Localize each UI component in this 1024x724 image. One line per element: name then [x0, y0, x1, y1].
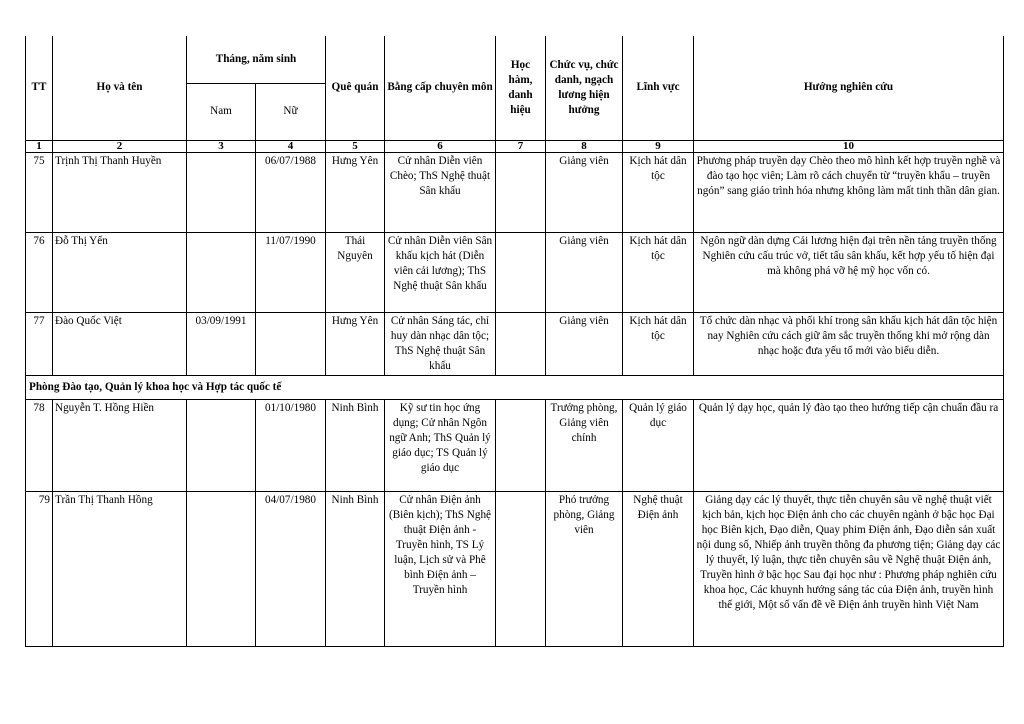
cell-male	[187, 232, 256, 312]
cell-research: Giảng dạy các lý thuyết, thực tiễn chuyên sâu về nghệ thuật viết kịch bản, kịch học Điện ảnh cho các chuyên ngành ở bậc học Đại học Biên kịch, Đạo diễn, Quay phim Điện ảnh, Đạo diễn sản xuất nội dung số, Nhiếp ảnh truyền thông đa phương tiện; Giảng dạy các lý thuyết, lý luận, thực tiễn chuyên sâu về Nghệ thuật Điện ảnh, Truyền hình ở bậc học Sau đại học như : Phương pháp nghiên cứu khoa học, Các khuynh hướng sáng tác của Điện ảnh, truyền hình thế giới, Một số vấn đề về Điện ảnh truyền hình Việt Nam	[694, 491, 1004, 646]
cell-hometown: Hưng Yên	[326, 152, 385, 232]
cell-male	[187, 491, 256, 646]
cell-name: Nguyễn T. Hồng Hiền	[53, 399, 187, 491]
cell-position: Phó trưởng phòng, Giảng viên	[546, 491, 623, 646]
cell-hometown: Thái Nguyên	[326, 232, 385, 312]
header-hometown: Quê quán	[326, 36, 385, 140]
column-number: 5	[326, 140, 385, 152]
table-row	[26, 312, 1004, 375]
cell-field: Nghệ thuật Điện ảnh	[623, 491, 694, 646]
table-body	[26, 152, 1004, 646]
column-number: 10	[694, 140, 1004, 152]
table-row	[26, 232, 1004, 312]
table-row	[26, 399, 1004, 491]
column-number: 6	[385, 140, 496, 152]
cell-tt: 78	[26, 399, 53, 491]
cell-research: Quản lý dạy học, quản lý đào tạo theo hướng tiếp cận chuẩn đầu ra	[694, 399, 1004, 491]
cell-research: Tổ chức dàn nhạc và phối khí trong sân khấu kịch hát dân tộc hiện nay Nghiên cứu cách giữ âm sắc truyền thống khi mở rộng dàn nhạc hoặc đưa yếu tố mới vào biểu diễn.	[694, 312, 1004, 375]
cell-tt: 79	[26, 491, 53, 646]
cell-female: 06/07/1988	[256, 152, 326, 232]
header-female: Nữ	[256, 83, 326, 140]
table-row	[26, 491, 1004, 646]
cell-field: Quản lý giáo dục	[623, 399, 694, 491]
staff-table-page	[25, 36, 1003, 647]
table-row	[26, 152, 1004, 232]
header-research: Hướng nghiên cứu	[694, 36, 1004, 140]
header-field: Lĩnh vực	[623, 36, 694, 140]
staff-table	[25, 36, 1004, 647]
cell-title	[496, 491, 546, 646]
cell-research: Phương pháp truyền dạy Chèo theo mô hình kết hợp truyền nghề và đào tạo học viên; Làm rõ cách chuyển từ “truyền khẩu – truyền ngón” sang giáo trình hóa nhưng không làm mất tinh thần dân gian.	[694, 152, 1004, 232]
cell-position: Giảng viên	[546, 312, 623, 375]
column-number: 1	[26, 140, 53, 152]
cell-field: Kịch hát dân tộc	[623, 312, 694, 375]
section-title: Phòng Đào tạo, Quản lý khoa học và Hợp tác quốc tế	[26, 375, 1004, 399]
cell-title	[496, 399, 546, 491]
column-number: 8	[546, 140, 623, 152]
cell-degree: Cử nhân Diễn viên Sân khấu kịch hát (Diễn viên cải lương); ThS Nghệ thuật Sân khấu	[385, 232, 496, 312]
cell-degree: Cử nhân Điện ảnh (Biên kịch); ThS Nghệ thuật Điện ảnh - Truyền hình, TS Lý luận, Lịch sử và Phê bình Điện ảnh – Truyền hình	[385, 491, 496, 646]
cell-position: Giảng viên	[546, 232, 623, 312]
column-number-row	[26, 140, 1004, 152]
cell-name: Trần Thị Thanh Hồng	[53, 491, 187, 646]
column-number: 3	[187, 140, 256, 152]
cell-name: Đào Quốc Việt	[53, 312, 187, 375]
cell-tt: 76	[26, 232, 53, 312]
cell-position: Giảng viên	[546, 152, 623, 232]
cell-male	[187, 152, 256, 232]
cell-female: 01/10/1980	[256, 399, 326, 491]
cell-field: Kịch hát dân tộc	[623, 232, 694, 312]
column-number: 4	[256, 140, 326, 152]
cell-title	[496, 152, 546, 232]
cell-female: 11/07/1990	[256, 232, 326, 312]
header-tt: TT	[26, 36, 53, 140]
header-dob: Tháng, năm sinh	[187, 36, 326, 83]
cell-title	[496, 232, 546, 312]
cell-male	[187, 399, 256, 491]
cell-degree: Cử nhân Sáng tác, chỉ huy dàn nhạc dân tộc; ThS Nghệ thuật Sân khấu	[385, 312, 496, 375]
header-degree: Bằng cấp chuyên môn	[385, 36, 496, 140]
cell-field: Kịch hát dân tộc	[623, 152, 694, 232]
header-title: Học hàm, danh hiệu	[496, 36, 546, 140]
cell-female	[256, 312, 326, 375]
cell-hometown: Hưng Yên	[326, 312, 385, 375]
cell-name: Đỗ Thị Yến	[53, 232, 187, 312]
cell-title	[496, 312, 546, 375]
cell-position: Trưởng phòng, Giảng viên chính	[546, 399, 623, 491]
column-number: 9	[623, 140, 694, 152]
cell-degree: Kỹ sư tin học ứng dụng; Cử nhân Ngôn ngữ Anh; ThS Quản lý giáo dục; TS Quản lý giáo dục	[385, 399, 496, 491]
header-male: Nam	[187, 83, 256, 140]
cell-hometown: Ninh Bình	[326, 399, 385, 491]
cell-hometown: Ninh Bình	[326, 491, 385, 646]
table-header	[26, 36, 1004, 152]
cell-female: 04/07/1980	[256, 491, 326, 646]
column-number: 7	[496, 140, 546, 152]
cell-name: Trịnh Thị Thanh Huyền	[53, 152, 187, 232]
column-number: 2	[53, 140, 187, 152]
cell-degree: Cử nhân Diễn viên Chèo; ThS Nghệ thuật Sân khấu	[385, 152, 496, 232]
cell-research: Ngôn ngữ dàn dựng Cải lương hiện đại trên nền tảng truyền thống Nghiên cứu cấu trúc vở, tiết tấu sân khấu, kết hợp yếu tố hiện đại mà không phá vỡ hệ mỹ học vốn có.	[694, 232, 1004, 312]
header-name: Họ và tên	[53, 36, 187, 140]
cell-male: 03/09/1991	[187, 312, 256, 375]
header-position: Chức vụ, chức danh, ngạch lương hiện hưởng	[546, 36, 623, 140]
cell-tt: 77	[26, 312, 53, 375]
cell-tt: 75	[26, 152, 53, 232]
section-row	[26, 375, 1004, 399]
